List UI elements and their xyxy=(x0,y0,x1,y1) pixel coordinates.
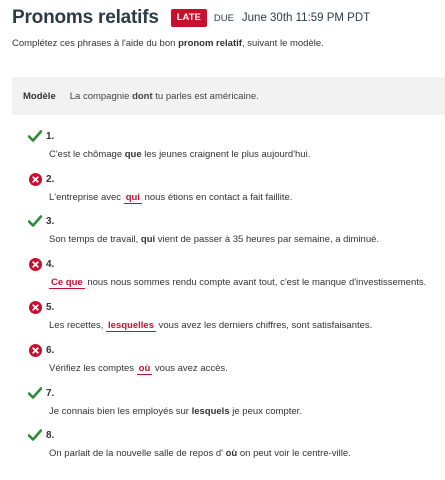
checkmark-icon xyxy=(28,214,42,228)
sentence-end: vous avez accès. xyxy=(152,363,228,374)
instructions xyxy=(12,38,324,49)
sentence-start: Son temps de travail, xyxy=(49,234,141,245)
sentence-end: vient de passer à 35 heures par semaine, a diminué. xyxy=(155,234,380,245)
exercise-sentence xyxy=(49,447,445,461)
page-title: Pronoms relatifs xyxy=(12,7,159,28)
model-keyword: dont xyxy=(132,90,153,102)
answer-correct: lesquels xyxy=(191,406,230,417)
exercise-number: 7. xyxy=(46,387,55,399)
answer-incorrect: Ce que xyxy=(51,277,83,288)
sentence-end: je peux compter. xyxy=(229,406,302,417)
instructions-keyword: pronom relatif xyxy=(178,38,242,49)
exercise-item xyxy=(28,214,445,247)
late-badge: LATE xyxy=(171,9,207,27)
exercise-sentence xyxy=(49,362,445,376)
exercise-sentence xyxy=(49,191,445,205)
x-circle-icon xyxy=(28,343,42,357)
answer-incorrect: qui xyxy=(125,192,140,203)
model-label: Modèle xyxy=(23,90,56,102)
assignment-header xyxy=(12,7,370,29)
answer-incorrect: où xyxy=(138,363,151,374)
exercise-header xyxy=(28,386,445,400)
x-circle-icon xyxy=(28,257,42,271)
checkmark-icon xyxy=(28,386,42,400)
answer-correct: que xyxy=(124,149,142,160)
exercise-sentence xyxy=(49,319,445,333)
exercise-number: 2. xyxy=(46,173,55,185)
due-label: DUE xyxy=(213,12,234,24)
exercise-header xyxy=(28,214,445,228)
exercise-item xyxy=(28,300,445,333)
instructions-text-end: , suivant le modèle. xyxy=(241,38,324,49)
due-date: June 30th 11:59 PM PDT xyxy=(241,12,371,24)
model-box xyxy=(12,77,445,115)
sentence-end: nous nous sommes rendu compte avant tout, c'est le manque d'investissements. xyxy=(84,277,427,288)
exercise-header xyxy=(28,257,445,271)
exercise-item xyxy=(28,343,445,376)
exercise-header xyxy=(28,172,445,186)
sentence-end: les jeunes craignent le plus aujourd'hui. xyxy=(141,149,311,160)
checkmark-icon xyxy=(28,129,42,143)
answer-correct: où xyxy=(225,448,238,459)
answer-correct: qui xyxy=(140,234,156,245)
exercise-number: 4. xyxy=(46,258,55,270)
sentence-start: Les recettes, xyxy=(49,320,107,331)
sentence-end: vous avez les derniers chiffres, sont satisfaisantes. xyxy=(155,320,373,331)
exercise-sentence xyxy=(49,233,445,247)
exercise-number: 1. xyxy=(46,130,55,142)
model-text-end: tu parles est américaine. xyxy=(152,90,259,102)
x-circle-icon xyxy=(28,172,42,186)
exercise-item xyxy=(28,428,445,461)
exercise-item xyxy=(28,257,445,290)
exercise-header xyxy=(28,300,445,314)
sentence-start: Vérifiez les comptes xyxy=(49,363,137,374)
sentence-start: On parlait de la nouvelle salle de repos d' xyxy=(49,448,226,459)
sentence-end: on peut voir le centre-ville. xyxy=(237,448,351,459)
exercise-sentence xyxy=(49,405,445,419)
exercise-header xyxy=(28,343,445,357)
exercise-sentence xyxy=(49,276,445,290)
checkmark-icon xyxy=(28,428,42,442)
x-circle-icon xyxy=(28,300,42,314)
sentence-start: L'entreprise avec xyxy=(49,192,124,203)
exercise-header xyxy=(28,129,445,143)
exercise-item xyxy=(28,386,445,419)
instructions-text: Complétez ces phrases à l'aide du bon xyxy=(12,38,179,49)
exercise-item xyxy=(28,129,445,162)
exercise-sentence xyxy=(49,148,445,162)
exercise-header xyxy=(28,428,445,442)
model-sentence xyxy=(70,91,259,102)
exercise-number: 3. xyxy=(46,215,55,227)
exercise-number: 8. xyxy=(46,429,55,441)
sentence-end: nous étions en contact a fait faillite. xyxy=(141,192,293,203)
answer-incorrect: lesquelles xyxy=(108,320,154,331)
sentence-start: Je connais bien les employés sur xyxy=(49,406,192,417)
exercise-item xyxy=(28,172,445,205)
exercise-number: 5. xyxy=(46,301,55,313)
sentence-start: C'est le chômage xyxy=(49,149,125,160)
exercise-number: 6. xyxy=(46,344,55,356)
model-text-start: La compagnie xyxy=(69,90,133,102)
